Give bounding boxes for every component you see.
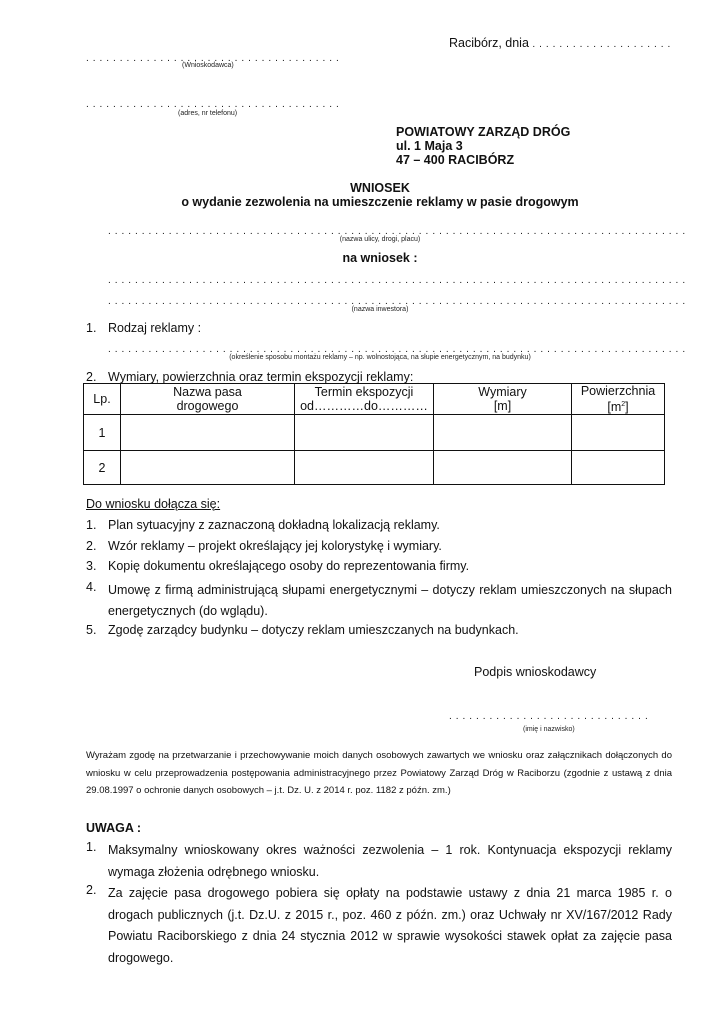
header-lane: Nazwa pasa drogowego: [121, 384, 295, 415]
addressee-line2: ul. 1 Maja 3: [396, 139, 463, 153]
notice-number: 2.: [86, 883, 97, 897]
attachment-item: Umowę z firmą administrującą słupami energetycznymi – dotyczy reklam umieszczonych na słupach energetycznych (do wglądu).: [108, 583, 672, 618]
applicant-caption: (Wnioskodawca): [182, 62, 234, 69]
attachment-number: 1.: [86, 518, 97, 532]
header-dimensions: Wymiary [m]: [434, 384, 572, 415]
signature-caption: (imię i nazwisko): [523, 726, 575, 733]
section1-number: 1.: [86, 321, 97, 335]
cell-dimensions[interactable]: [434, 415, 572, 451]
section2-label: Wymiary, powierzchnia oraz termin ekspozycji reklamy:: [108, 370, 414, 384]
applicant-dots[interactable]: . . . . . . . . . . . . . . . . . . . . . . . . . . . . . . . . . . . . . .: [86, 53, 340, 64]
attachment-number: 5.: [86, 623, 97, 637]
notice-number: 1.: [86, 840, 97, 854]
header-area: Powierzchnia $[m^2]$: [572, 384, 665, 415]
attachment-item: Zgodę zarządcy budynku – dotyczy reklam umieszczanych na budynkach.: [108, 623, 519, 637]
place-date-label: Racibórz, dnia: [449, 36, 529, 50]
place-date-line[interactable]: [449, 36, 671, 51]
notice-heading: UWAGA :: [86, 821, 142, 835]
attachments-heading: Do wniosku dołącza się:: [86, 497, 221, 511]
row-lp: 2: [84, 451, 121, 485]
header-lp: Lp.: [84, 384, 121, 415]
address-dots[interactable]: . . . . . . . . . . . . . . . . . . . . . . . . . . . . . . . . . . . . . .: [86, 99, 340, 110]
row-lp: 1: [84, 415, 121, 451]
investor-dots-2[interactable]: . . . . . . . . . . . . . . . . . . . . . . . . . . . . . . . . . . . . . . . . . . . . . . . . . . . . . . . . . . . . . . . . . . . . . . . . . . . . . . . . . . . . . .: [108, 296, 686, 307]
cell-dimensions[interactable]: [434, 451, 572, 485]
attachment-item: Wzór reklamy – projekt określający jej kolorystykę i wymiary.: [108, 539, 442, 553]
ad-type-dots[interactable]: . . . . . . . . . . . . . . . . . . . . . . . . . . . . . . . . . . . . . . . . . . . . . . . . . . . . . . . . . . . . . . . . . . . . . . . . . . . . . . . . . . . . . .: [108, 344, 686, 355]
cell-lane[interactable]: [121, 415, 295, 451]
document-subtitle: o wydanie zezwolenia na umieszczenie reklamy w pasie drogowym: [181, 195, 579, 209]
address-caption: (adres, nr telefonu): [178, 110, 238, 117]
document-title: WNIOSEK: [350, 181, 410, 195]
signature-label: Podpis wnioskodawcy: [474, 665, 597, 679]
investor-caption: (nazwa inwestora): [351, 306, 409, 313]
consent-text: Wyrażam zgodę na przetwarzanie i przechowywanie moich danych osobowych zawartych we wniosku oraz załącznikach dołączonych do wniosku w celu przeprowadzenia postępowania administracyjnego przez Powiatowy Zarząd Dróg w Raciborzu (zgodnie z ustawą z dnia 29.08.1997 o ochronie danych osobowych – j.t. Dz. U. z 2014 r. poz. 1182 z późn. zm.): [86, 750, 672, 796]
attachment-number: 4.: [86, 580, 97, 594]
street-dots[interactable]: . . . . . . . . . . . . . . . . . . . . . . . . . . . . . . . . . . . . . . . . . . . . . . . . . . . . . . . . . . . . . . . . . . . . . . . . . . . . . . . . . . . . . .: [108, 226, 686, 237]
attachment-item: Plan sytuacyjny z zaznaczoną dokładną lokalizacją reklamy.: [108, 518, 440, 532]
ad-type-caption: (określenie sposobu montażu reklamy – np. wolnostojąca, na słupie energetycznym, na budynku): [229, 354, 531, 361]
cell-term[interactable]: [295, 415, 434, 451]
attachment-number: 3.: [86, 559, 97, 573]
section2-number: 2.: [86, 370, 97, 384]
section1-label: Rodzaj reklamy :: [108, 321, 202, 335]
table-header-row: [84, 384, 665, 415]
attachment-item: Kopię dokumentu określającego osoby do reprezentowania firmy.: [108, 559, 470, 573]
table-row[interactable]: [84, 451, 665, 485]
addressee-line1: POWIATOWY ZARZĄD DRÓG: [396, 125, 571, 139]
cell-term[interactable]: [295, 451, 434, 485]
notice-item: Za zajęcie pasa drogowego pobiera się opłaty na podstawie ustawy z dnia 21 marca 1985 r. o drogach publicznych (j.t. Dz.U. z 2015 r., poz. 460 z późn. zm.) oraz Uchwały nr XV/167/2012 Rady Powiatu Raciborskiego z dnia 24 stycznia 2012 w sprawie wysokości stawek opłat za zajęcie pasa drogowego.: [108, 886, 672, 965]
table-row[interactable]: [84, 415, 665, 451]
investor-dots-1[interactable]: . . . . . . . . . . . . . . . . . . . . . . . . . . . . . . . . . . . . . . . . . . . . . . . . . . . . . . . . . . . . . . . . . . . . . . . . . . . . . . . . . . . . . .: [108, 275, 686, 286]
cell-area[interactable]: [572, 451, 665, 485]
attachment-number: 2.: [86, 539, 97, 553]
street-caption: (nazwa ulicy, drogi, placu): [339, 236, 421, 243]
header-term: Termin ekspozycji od…………do…………: [295, 384, 434, 415]
notice-item: Maksymalny wnioskowany okres ważności zezwolenia – 1 rok. Kontynuacja ekspozycji reklamy wymaga złożenia odrębnego wniosku.: [108, 843, 672, 879]
cell-area[interactable]: [572, 415, 665, 451]
date-dots[interactable]: . . . . . . . . . . . . . . . . . . . . .: [532, 39, 671, 50]
signature-dots[interactable]: . . . . . . . . . . . . . . . . . . . . . . . . . . . . . .: [449, 711, 649, 722]
exposure-table: [83, 383, 665, 485]
addressee-line3: 47 – 400 RACIBÓRZ: [396, 153, 515, 167]
on-request-label: na wniosek :: [342, 251, 418, 265]
cell-lane[interactable]: [121, 451, 295, 485]
